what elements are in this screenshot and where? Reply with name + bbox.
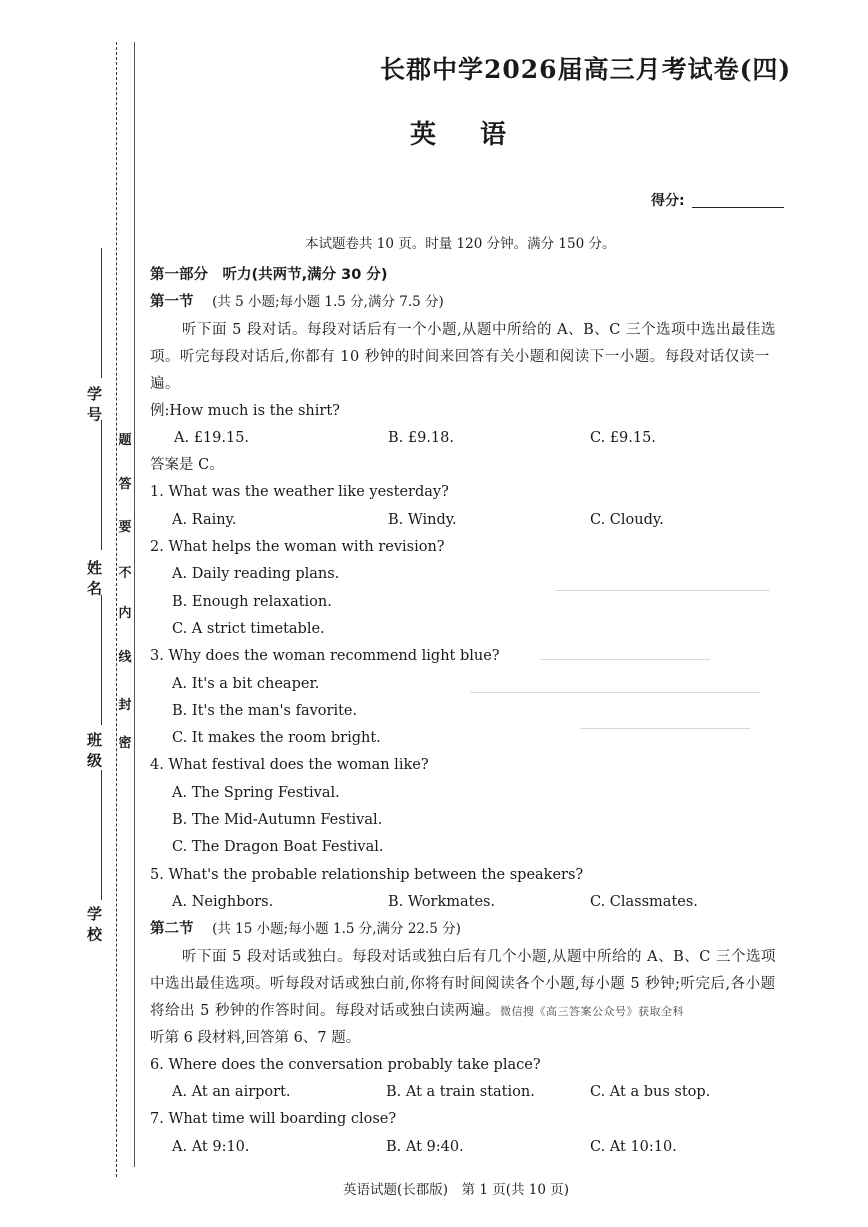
q3-option-c[interactable]: C. It makes the room bright.	[172, 730, 381, 747]
part1-heading: 第一部分 听力(共两节,满分 30 分)	[150, 267, 388, 283]
q1-option-c[interactable]: C. Cloudy.	[590, 511, 664, 528]
name-label: 姓 名	[85, 560, 103, 596]
q3-option-b[interactable]: B. It's the man's favorite.	[172, 702, 358, 719]
seal-char-6: 要	[118, 520, 132, 535]
q7-option-b[interactable]: B. At 9:40.	[386, 1138, 464, 1155]
question-1-options	[150, 507, 790, 534]
question-7-options	[150, 1134, 790, 1161]
seal-char-2: 封	[118, 698, 132, 713]
section2-instructions-text: 听下面 5 段对话或独白。每段对话或独白后有几个小题,从题中所给的 A、B、C 三个选项中选出最佳选项。听每段对话或独白前,你将有时间阅读各个小题,每小题 5 秒钟;听完后,各小题将给出 5 秒钟的作答时间。每段对话或独白读两遍。	[150, 948, 776, 1019]
example-option-c: C. £9.15.	[590, 429, 656, 446]
seal-dashed-line	[116, 42, 117, 1177]
class-label: 班 级	[85, 732, 103, 768]
question-5: 5. What's the probable relationship between the speakers?	[150, 866, 584, 883]
example-question: 例:How much is the shirt?	[150, 402, 340, 419]
example-option-b: B. £9.18.	[388, 429, 454, 446]
exam-intro: 本试题卷共 10 页。时量 120 分钟。满分 150 分。	[305, 236, 616, 252]
subject-title: 英语	[410, 120, 551, 150]
school-label: 学 校	[85, 906, 103, 942]
score-blank[interactable]	[692, 207, 784, 208]
q2-option-a[interactable]: A. Daily reading plans.	[172, 566, 340, 583]
example-answer: 答案是 C。	[150, 457, 224, 474]
question-7: 7. What time will boarding close?	[150, 1111, 397, 1128]
q7-option-a[interactable]: A. At 9:10.	[172, 1138, 250, 1155]
example-options	[150, 425, 790, 452]
seal-char-7: 答	[118, 477, 132, 492]
seal-char-1: 密	[118, 736, 132, 751]
q2-option-b[interactable]: B. Enough relaxation.	[172, 593, 332, 610]
question-5-options	[150, 889, 790, 916]
section2-instructions	[150, 944, 790, 1025]
exam-content	[150, 262, 790, 1161]
q3-option-a[interactable]: A. It's a bit cheaper.	[172, 675, 320, 692]
seal-char-4: 内	[118, 606, 132, 621]
section1-heading-row	[150, 289, 790, 316]
q1-option-a[interactable]: A. Rainy.	[172, 511, 237, 528]
q1-option-b[interactable]: B. Windy.	[388, 511, 457, 528]
section2-note: (共 15 小题;每小题 1.5 分,满分 22.5 分)	[212, 921, 461, 938]
school-line	[101, 770, 102, 900]
student-no-label: 学 号	[85, 386, 103, 422]
question-4: 4. What festival does the woman like?	[150, 757, 429, 774]
watermark-text: 微信搜《高三答案公众号》获取全科	[499, 1004, 684, 1018]
q5-option-c[interactable]: C. Classmates.	[590, 893, 698, 910]
q5-option-a[interactable]: A. Neighbors.	[172, 893, 274, 910]
question-6: 6. Where does the conversation probably take place?	[150, 1056, 541, 1073]
example-option-a: A. £19.15.	[174, 429, 250, 446]
student-no-line	[101, 248, 102, 378]
question-6-options	[150, 1079, 790, 1106]
section1-instructions: 听下面 5 段对话。每段对话后有一个小题,从题中所给的 A、B、C 三个选项中选出最佳选项。听完每段对话后,你都有 10 秒钟的时间来回答有关小题和阅读下一小题。每段对话仅读一遍。	[150, 321, 776, 392]
section1-heading: 第一节	[150, 294, 194, 311]
section2-heading-row	[150, 916, 790, 943]
q6-option-b[interactable]: B. At a train station.	[386, 1084, 535, 1101]
section1-note: (共 5 小题;每小题 1.5 分,满分 7.5 分)	[212, 294, 444, 311]
material-6-note: 听第 6 段材料,回答第 6、7 题。	[150, 1029, 361, 1046]
q4-option-c[interactable]: C. The Dragon Boat Festival.	[172, 839, 384, 856]
q4-option-b[interactable]: B. The Mid-Autumn Festival.	[172, 812, 383, 829]
seal-char-5: 不	[118, 566, 132, 581]
question-3: 3. Why does the woman recommend light blue?	[150, 648, 500, 665]
q4-option-a[interactable]: A. The Spring Festival.	[172, 784, 340, 801]
q5-option-b[interactable]: B. Workmates.	[388, 893, 496, 910]
question-1: 1. What was the weather like yesterday?	[150, 484, 449, 501]
q6-option-a[interactable]: A. At an airport.	[172, 1084, 291, 1101]
seal-char-3: 线	[118, 650, 132, 665]
class-line	[101, 595, 102, 725]
page-footer: 英语试题(长郡版) 第 1 页(共 10 页)	[343, 1182, 569, 1198]
question-2: 2. What helps the woman with revision?	[150, 539, 445, 556]
name-line	[101, 420, 102, 550]
margin-solid-line	[134, 42, 135, 1167]
binding-margin	[0, 0, 140, 1227]
section2-heading: 第二节	[150, 921, 194, 938]
score-label: 得分:	[651, 193, 685, 209]
q7-option-c[interactable]: C. At 10:10.	[590, 1138, 677, 1155]
exam-title: 长郡中学2026届高三月考试卷(四)	[380, 55, 792, 84]
q2-option-c[interactable]: C. A strict timetable.	[172, 620, 325, 637]
seal-char-8: 题	[118, 433, 132, 448]
q6-option-c[interactable]: C. At a bus stop.	[590, 1084, 711, 1101]
